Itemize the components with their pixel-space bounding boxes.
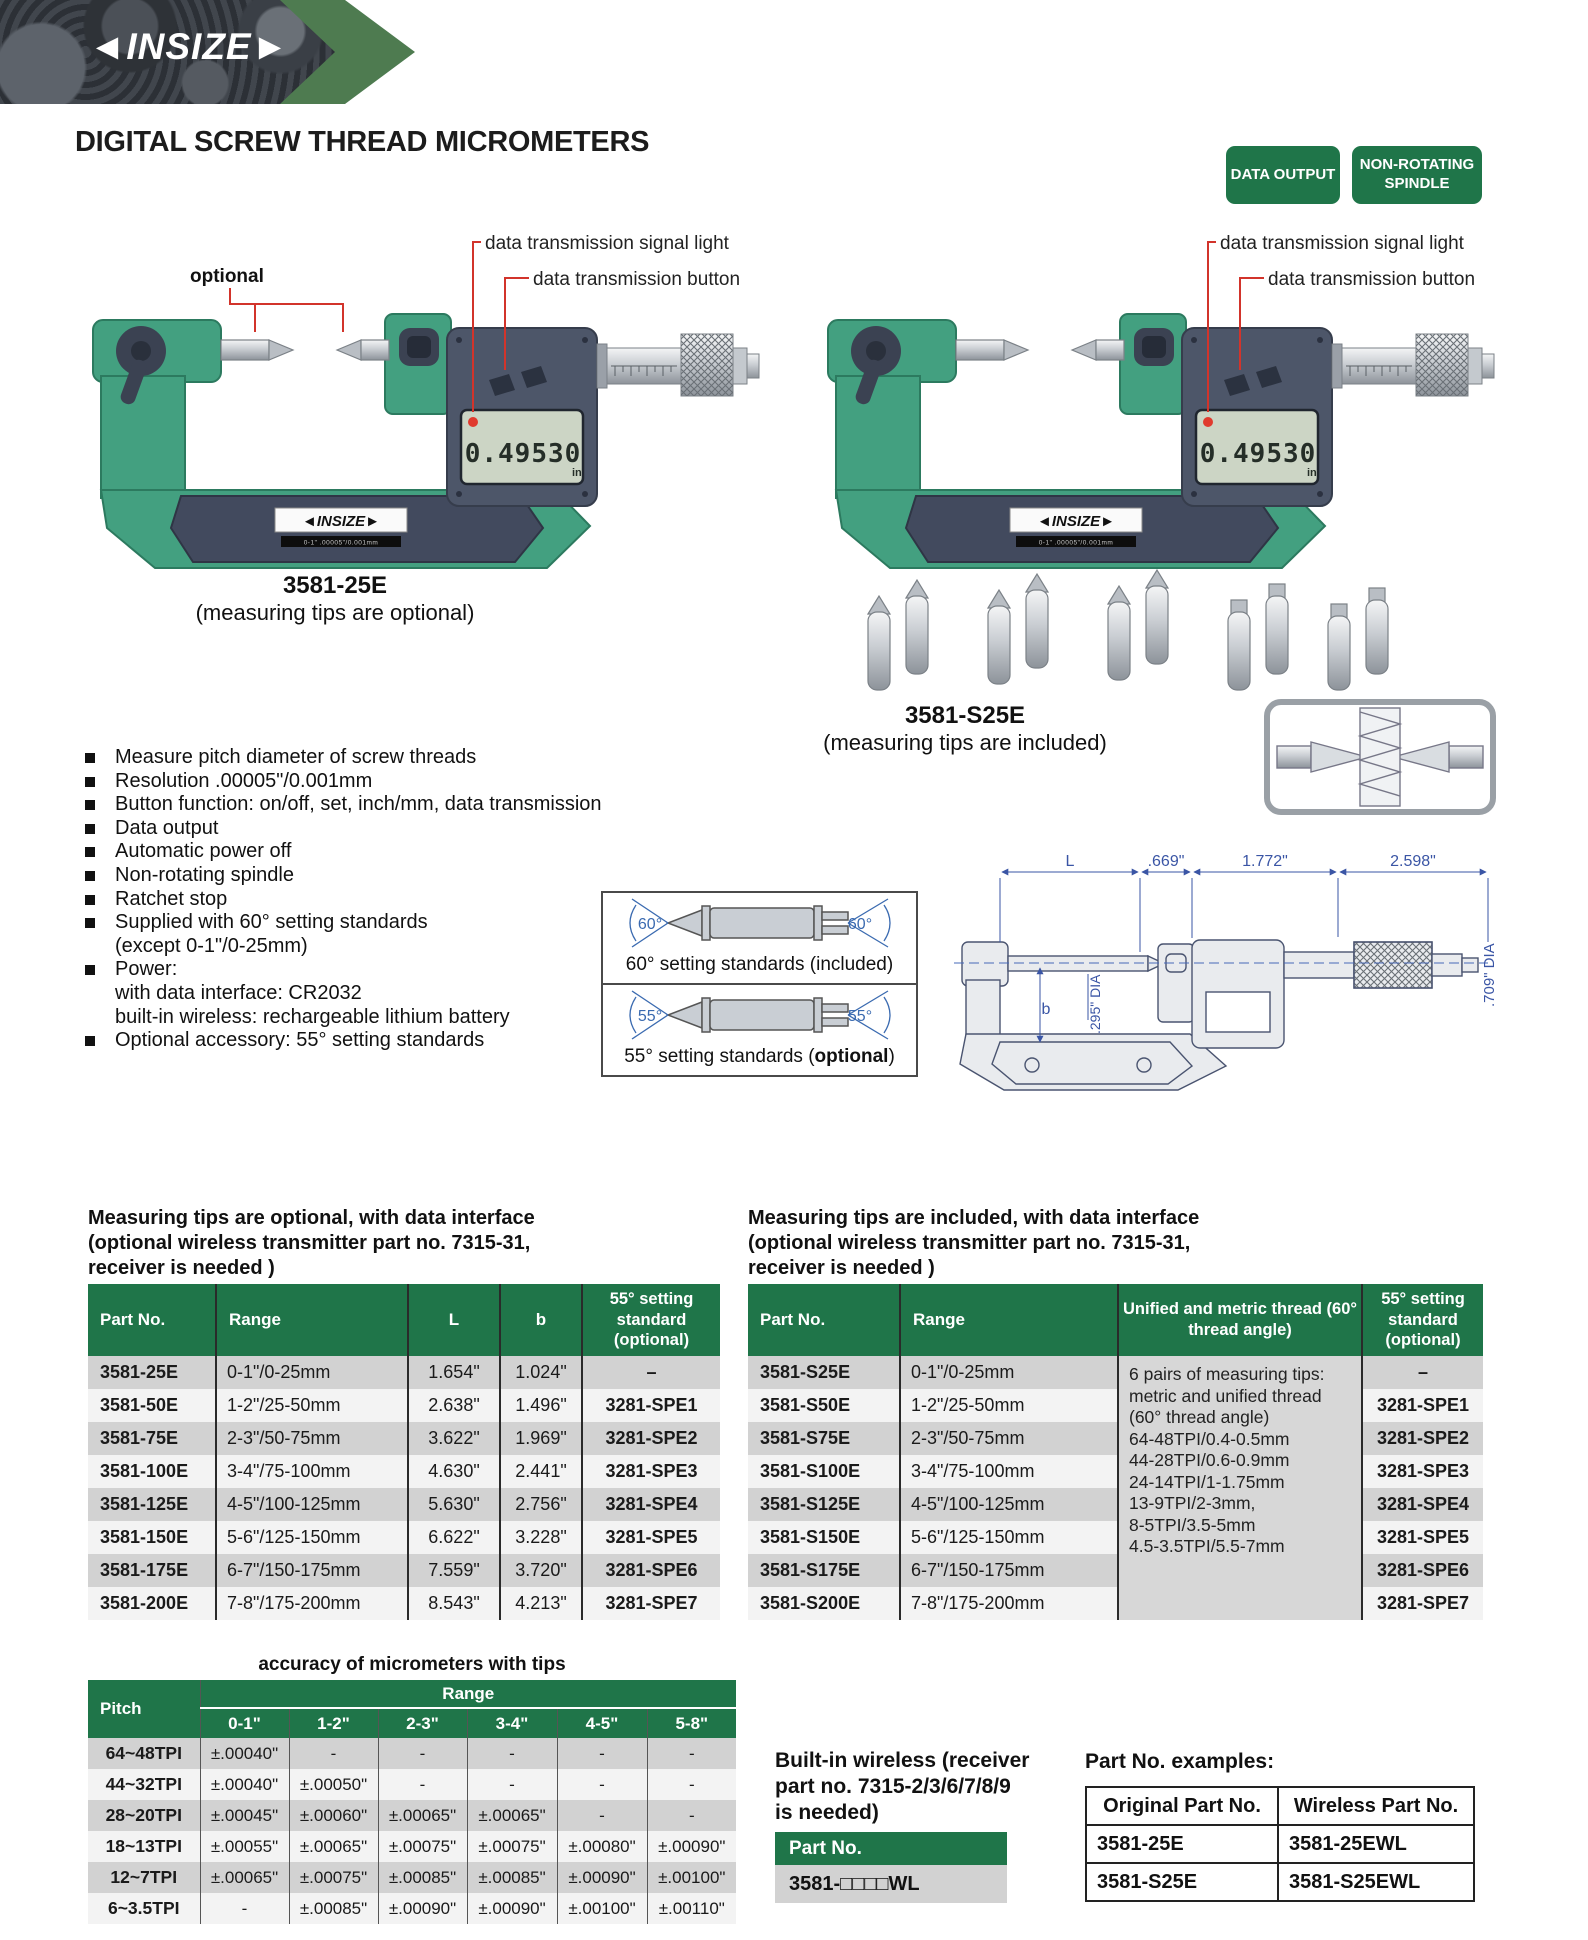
annotation-signal-light: data transmission signal light <box>1220 233 1464 254</box>
table-row: 18~13TPI ±.00055" ±.00065" ±.00075" ±.00075" ±.00080" ±.00090" <box>88 1831 736 1862</box>
feature-item: Measure pitch diameter of screw threads <box>75 746 640 770</box>
header-row: Original Part No. Wireless Part No. <box>1086 1787 1474 1825</box>
setting-standards-box <box>601 891 918 1077</box>
table-row: 3581-200E 7-8"/175-200mm 8.543" 4.213" 3281-SPE7 <box>88 1587 720 1620</box>
wireless-partno-header: Part No. <box>775 1832 1007 1865</box>
product-caption: (measuring tips are included) <box>823 730 1107 755</box>
table-row: 3581-100E 3-4"/75-100mm 4.630" 2.441" 3281-SPE3 <box>88 1455 720 1488</box>
table-row: 3581-S25E 3581-S25EWL <box>1086 1863 1474 1901</box>
product-caption: (measuring tips are optional) <box>195 600 475 625</box>
table-row: 3581-S25E 0-1"/0-25mm 6 pairs of measuring tips: metric and unified thread (60° thread angle) 64-48TPI/0.4-0.5mm 44-28TPI/0.6-0.9mm 24-14TPI/1-1.75mm 13-9TPI/2-3mm, 8-5TPI/3.5-5mm 4.5-3.5TPI/5.5-7mm – <box>748 1356 1483 1389</box>
product-image-3581-25E <box>85 228 760 628</box>
header-row: 0-1" 1-2" 2-3" 3-4" 4-5" 5-8" <box>88 1708 736 1738</box>
standard-55-row <box>603 985 916 1075</box>
merged-tips-cell: 6 pairs of measuring tips: metric and unified thread (60° thread angle) 64-48TPI/0.4-0.5mm 44-28TPI/0.6-0.9mm 24-14TPI/1-1.75mm 13-9TPI/2-3mm, 8-5TPI/3.5-5mm 4.5-3.5TPI/5.5-7mm <box>1118 1356 1362 1620</box>
feature-item-continuation: with data interface: CR2032 <box>115 981 362 1004</box>
examples-title: Part No. examples: <box>1085 1750 1275 1773</box>
feature-item-continuation: (except 0-1"/0-25mm) <box>115 934 308 957</box>
table-row: 6~3.5TPI - ±.00085" ±.00090" ±.00090" ±.00100" ±.00110" <box>88 1893 736 1924</box>
dim-1772: 1.772" <box>1242 853 1288 870</box>
table-row: 3581-25E 0-1"/0-25mm 1.654" 1.024" – <box>88 1356 720 1389</box>
feature-item: Resolution .00005"/0.001mm <box>75 770 640 794</box>
thread-engagement-inset <box>1263 698 1497 816</box>
dim-b: b <box>1041 1001 1051 1018</box>
standard-55-caption: 55° setting standards (optional) <box>624 1046 895 1067</box>
table-row: 3581-S200E 7-8"/175-200mm 3281-SPE7 <box>748 1587 1483 1620</box>
table-row: 3581-25E 3581-25EWL <box>1086 1825 1474 1863</box>
annotation-transmission-button: data transmission button <box>533 269 741 290</box>
table-row: 3581-75E 2-3"/50-75mm 3.622" 1.969" 3281-SPE2 <box>88 1422 720 1455</box>
table-row: 3581-S150E 5-6"/125-150mm 3281-SPE5 <box>748 1521 1483 1554</box>
table-row: 3581-S125E 4-5"/100-125mm 3281-SPE4 <box>748 1488 1483 1521</box>
right-table-title: Measuring tips are included, with data interface (optional wireless transmitter part no. 7315-31, receiver is needed ) <box>748 1207 1200 1279</box>
left-table-title: Measuring tips are optional, with data interface (optional wireless transmitter part no. 7315-31, receiver is needed ) <box>88 1207 535 1279</box>
measuring-tips-set <box>868 570 1388 690</box>
badge-data-output: DATA OUTPUT <box>1226 146 1340 204</box>
header-row: Part No. Range Unified and metric thread (60° thread angle) 55° setting standard (optional) <box>748 1284 1483 1356</box>
standard-60-row <box>603 893 916 985</box>
table-row: 28~20TPI ±.00045" ±.00060" ±.00065" ±.00065" - - <box>88 1800 736 1831</box>
feature-item: Automatic power off <box>75 840 640 864</box>
feature-item: Optional accessory: 55° setting standards <box>75 1029 640 1053</box>
standard-60-caption: 60° setting standards (included) <box>625 954 894 975</box>
feature-item: Ratchet stop <box>75 888 640 912</box>
annotation-optional: optional <box>190 266 264 287</box>
feature-item-continuation: built-in wireless: rechargeable lithium battery <box>115 1005 510 1028</box>
header-row: Pitch Range <box>88 1680 736 1708</box>
angle-label: 60° <box>637 916 662 933</box>
standard-55-graphic <box>606 985 914 1043</box>
dim-709-dia: .709" DIA <box>1481 943 1498 1007</box>
feature-item: Power: <box>75 958 640 982</box>
dim-295-dia: .295" DIA <box>1087 974 1103 1034</box>
table-row: 64~48TPI ±.00040" - - - - - <box>88 1738 736 1769</box>
optional-bracket <box>230 288 343 332</box>
annotation-signal-light: data transmission signal light <box>485 233 729 254</box>
angle-label: 55° <box>637 1008 662 1025</box>
table-row: 3581-S100E 3-4"/75-100mm 3281-SPE3 <box>748 1455 1483 1488</box>
table-row: 12~7TPI ±.00065" ±.00075" ±.00085" ±.00085" ±.00090" ±.00100" <box>88 1862 736 1893</box>
dim-2598: 2.598" <box>1390 853 1436 870</box>
accuracy-table-title: accuracy of micrometers with tips <box>258 1654 566 1675</box>
table-row: 3581-125E 4-5"/100-125mm 5.630" 2.756" 3281-SPE4 <box>88 1488 720 1521</box>
insize-logo: ◄INSIZE► <box>88 26 290 67</box>
table-row: 3581-S175E 6-7"/150-175mm 3281-SPE6 <box>748 1554 1483 1587</box>
feature-item: Button function: on/off, set, inch/mm, data transmission <box>75 793 640 817</box>
table-row: 3581-S50E 1-2"/25-50mm 3281-SPE1 <box>748 1389 1483 1422</box>
feature-item: Data output <box>75 817 640 841</box>
dim-L: L <box>1065 853 1075 870</box>
wireless-note: Built-in wireless (receiver part no. 7315-2/3/6/7/8/9 is needed) <box>775 1749 1030 1824</box>
table-row: 3581-175E 6-7"/150-175mm 7.559" 3.720" 3281-SPE6 <box>88 1554 720 1587</box>
annotation-transmission-button: data transmission button <box>1268 269 1476 290</box>
product-part-number: 3581-S25E <box>904 702 1026 729</box>
table-row: 3581-50E 1-2"/25-50mm 2.638" 1.496" 3281-SPE1 <box>88 1389 720 1422</box>
table-row: 3581-150E 5-6"/125-150mm 6.622" 3.228" 3281-SPE5 <box>88 1521 720 1554</box>
feature-item: Supplied with 60° setting standards <box>75 911 640 935</box>
wireless-partno-value: 3581-□□□□WL <box>775 1865 1007 1903</box>
technical-drawing <box>940 842 1498 1097</box>
badge-non-rotating-spindle: NON-ROTATING SPINDLE <box>1352 146 1482 204</box>
right-spec-table <box>748 1284 1483 1620</box>
standard-60-graphic <box>606 893 914 951</box>
product-image-3581-S25E <box>820 228 1495 703</box>
angle-label: 60° <box>847 916 872 933</box>
feature-item: Non-rotating spindle <box>75 864 640 888</box>
product-part-number: 3581-25E <box>282 572 388 599</box>
angle-label: 55° <box>847 1008 872 1025</box>
feature-list <box>75 746 640 1053</box>
dim-669: .669" <box>1147 853 1185 870</box>
table-row: 44~32TPI ±.00040" ±.00050" - - - - <box>88 1769 736 1800</box>
examples-table <box>1085 1786 1475 1902</box>
header-row: Part No. Range L b 55° setting standard (optional) <box>88 1284 720 1356</box>
table-row: 3581-S75E 2-3"/50-75mm 3281-SPE2 <box>748 1422 1483 1455</box>
left-spec-table <box>88 1284 720 1620</box>
page-title: DIGITAL SCREW THREAD MICROMETERS <box>75 126 650 158</box>
accuracy-table <box>88 1680 736 1924</box>
